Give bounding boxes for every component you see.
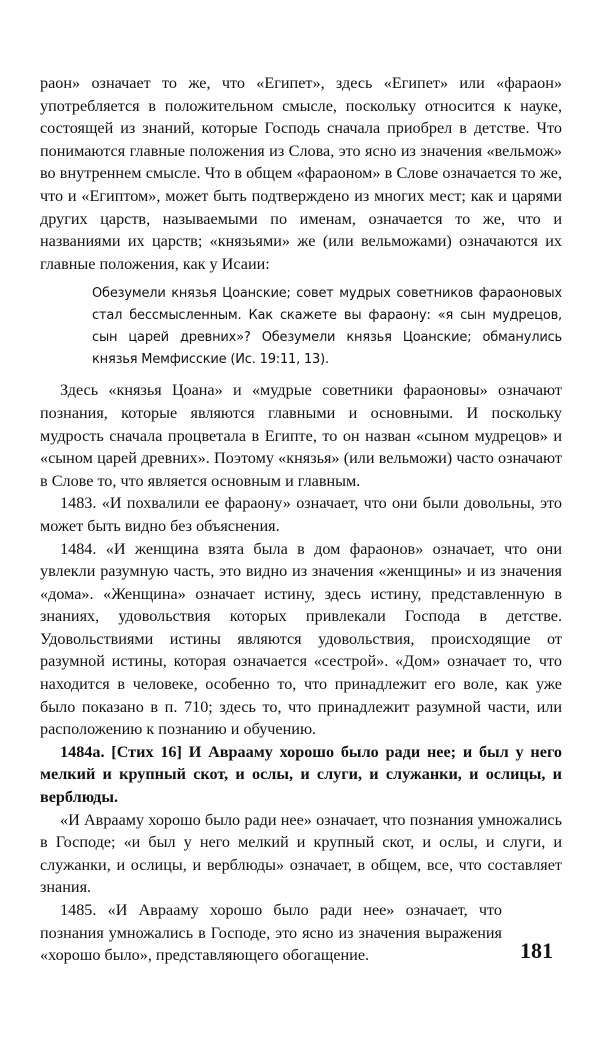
page-number: 181 xyxy=(520,938,553,963)
paragraph-1483: 1483. «И похвалили ее фараону» означает, что они были довольны, это может быть видно без объяснения. xyxy=(40,494,562,535)
page-text xyxy=(40,72,562,967)
paragraph-1485: 1485. «И Аврааму хорошо было ради нее» означает, что познания умножались в Господе, это ясно из значения выражения «хорошо было», представляющего обогащение. xyxy=(40,901,502,965)
paragraph-body: Здесь «князья Цоана» и «мудрые советники фараоновы» означают познания, которые являются главными и основными. И поскольку мудрость сначала процветала в Египте, то он назван «сыном мудрецов» и «сыном царей древних». Поэтому «князья» (или вельможи) часто означают в Слове то, что является основным и главным. xyxy=(40,381,562,490)
paragraph-continuation: раон» означает то же, что «Египет», здесь «Египет» или «фараон» употребляется в положительном смысле, поскольку относится к науке, состоящей из знаний, которые Господь сначала приобрел в детстве. Что понимаются главные положения из Слова, это ясно из значения «вельмож» во внутреннем смысле. Что в общем «фараоном» в Слове означается то же, что и «Египтом», может быть подтверждено из многих мест; как и царями других царств, называемыми по именам, означается то же, что и названиями их царств; «князьями» же (или вельможами) означаются их главные положения, как у Исаии: xyxy=(40,74,562,273)
verse-heading-1484a: 1484а. [Стих 16] И Аврааму хорошо было ради нее; и был у него мелкий и крупный скот, и ослы, и слуги, и служанки, и ослицы, и верблюды. xyxy=(40,742,562,807)
scripture-quote: Обезумели князья Цоанские; совет мудрых советников фараоновых стал бессмысленным. Как скажете вы фараону: «я сын мудрецов, сын царей древних»? Обезумели князья Цоанские; обманулись князья Мемфисские (Ис. 19:11, 13). xyxy=(92,286,562,368)
paragraph-1484: 1484. «И женщина взята была в дом фараонов» означает, что они увлекли разумную часть, это видно из значения «женщины» и из значения «дома». «Женщина» означает истину, здесь истину, представленную в знаниях, удовольствия которых привлекали Господа в детстве. Удовольствиями истины являются удовольствия, происходящие от разумной истины, которая означается «сестрой». «Дом» означает то, что находится в человеке, особенно то, что принадлежит его воле, как уже было показано в п. 710; здесь то, что принадлежит разумной части, или расположению к познанию и обучению. xyxy=(40,539,562,739)
paragraph-verse-summary: «И Аврааму хорошо было ради нее» означает, что познания умножались в Господе; «и был у него мелкий и крупный скот, и ослы, и слуги, и служанки, и ослицы, и верблюды» означает, в общем, все, что составляет знания. xyxy=(40,810,562,897)
